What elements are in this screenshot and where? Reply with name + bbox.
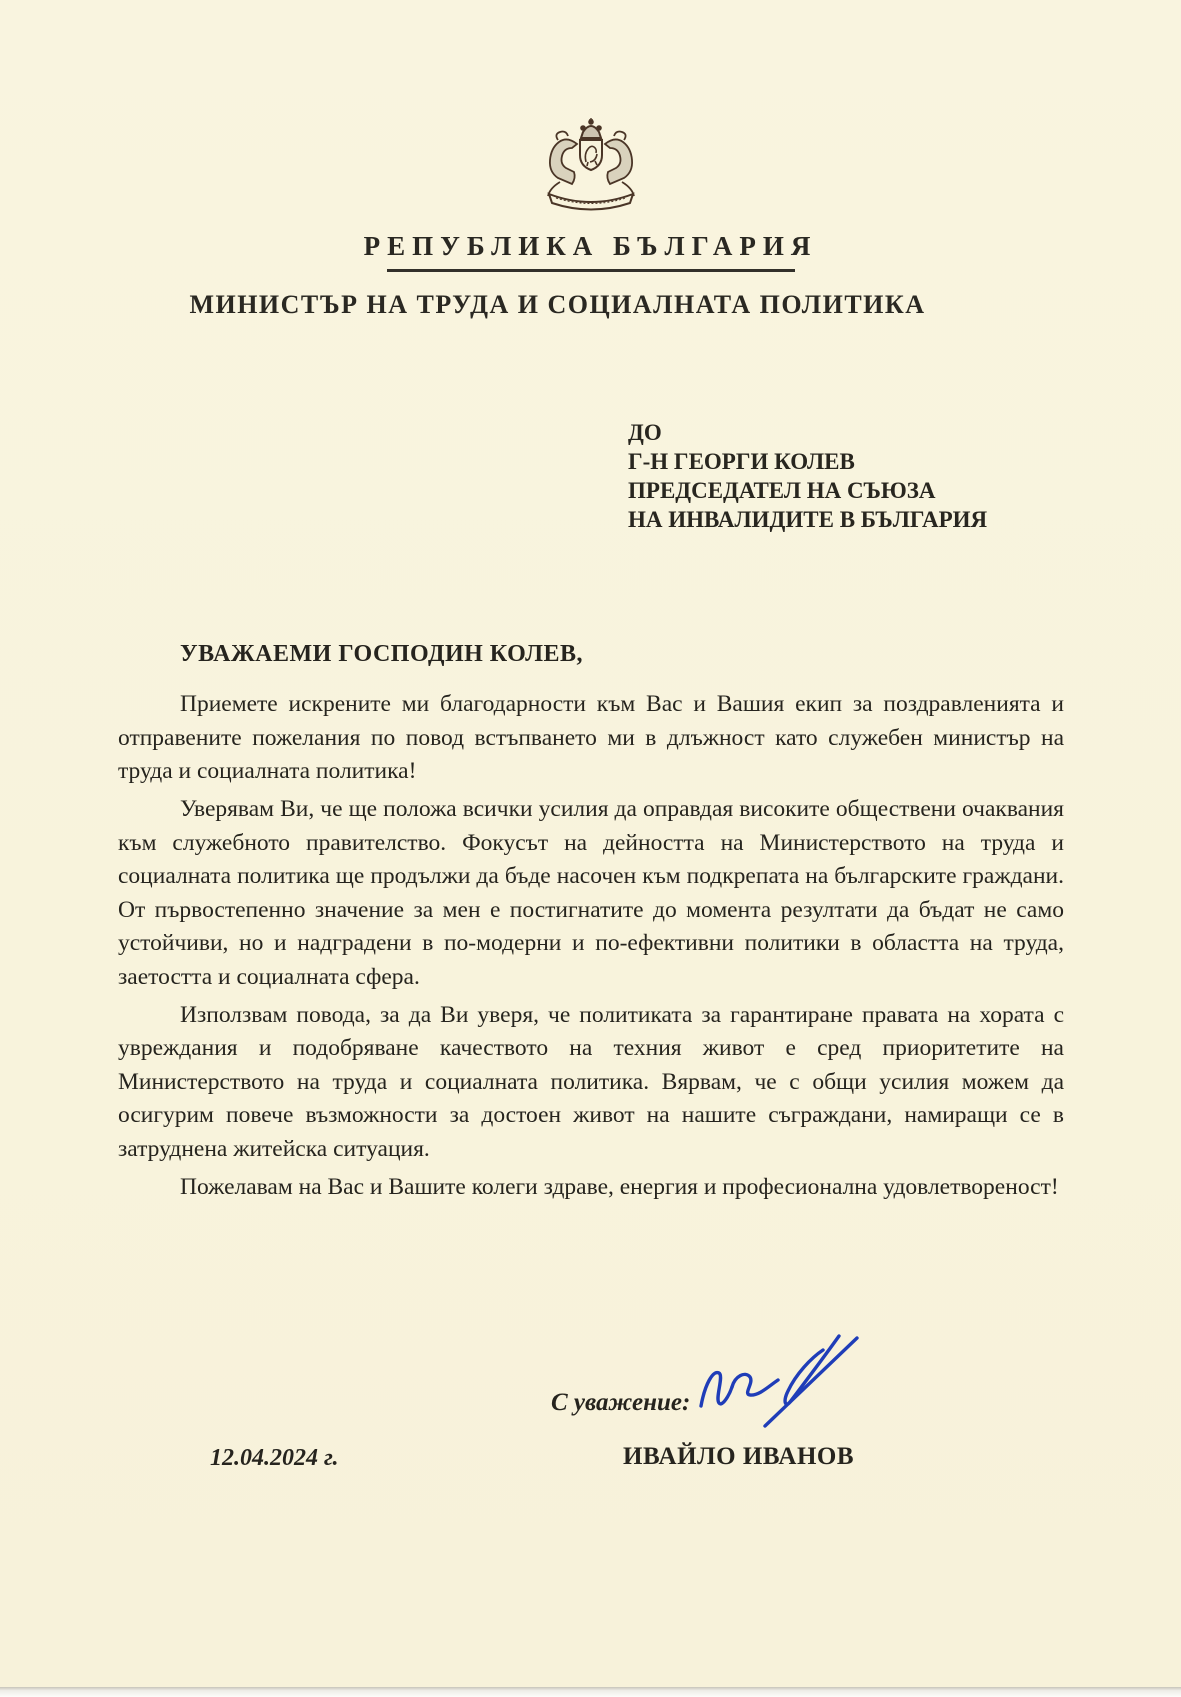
- regards-label: С уважение:: [551, 1389, 691, 1416]
- republic-title: РЕПУБЛИКА БЪЛГАРИЯ: [363, 231, 818, 261]
- body-paragraph-4: Пожелавам на Вас и Вашите колеги здраве, енергия и професионална удовлетвореност!: [180, 1173, 1059, 1200]
- recipient-line-organization: НА ИНВАЛИДИТЕ В БЪЛГАРИЯ: [628, 507, 988, 532]
- recipient-line-name: Г-Н ГЕОРГИ КОЛЕВ: [628, 449, 855, 474]
- scan-bottom-edge: [0, 1687, 1181, 1697]
- bulgaria-coat-of-arms-icon: [530, 116, 652, 218]
- recipient-block: [628, 418, 987, 534]
- body-paragraph-3: Използвам повода, за да Ви уверя, че политиката за гарантиране правата на хората с увреждания и подобряване качеството на техния живот е сред приоритетите на Министерството на труда и социалната политика. Вярвам, че с общи усилия можем да осигурим повече възможности за достоен живот на нашите съграждани, намиращи се в затруднена житейска ситуация.: [118, 1001, 1064, 1162]
- letter-body: [118, 688, 1064, 1209]
- recipient-line-to: ДО: [628, 420, 662, 445]
- body-paragraph-2: Уверявам Ви, че ще положа всички усилия да оправдая високите обществени очаквания към служебното правителство. Фокусът на дейността на Министерството на труда и социалната политика ще продължи да бъде насочен към подкрепата на българските граждани. От първостепенно значение за мен е постигнатите до момента резултати да бъдат не само устойчиви, но и надградени в по-модерни и по-ефективни политики в областта на труда, заетостта и социалната сфера.: [118, 796, 1064, 990]
- signer-name: ИВАЙЛО ИВАНОВ: [623, 1443, 855, 1470]
- body-paragraph-1: Приемете искрените ми благодарности към Вас и Вашия екип за поздравленията и отправените пожелания по повод встъпването ми в длъжност като служебен министър на труда и социалната политика!: [118, 691, 1064, 784]
- salutation: УВАЖАЕМИ ГОСПОДИН КОЛЕВ,: [180, 641, 583, 667]
- handwritten-signature-icon: [693, 1328, 865, 1450]
- recipient-line-title: ПРЕДСЕДАТЕЛ НА СЪЮЗА: [628, 478, 936, 503]
- header-divider: [387, 269, 795, 272]
- letter-date: 12.04.2024 г.: [210, 1445, 339, 1471]
- ministry-title: МИНИСТЪР НА ТРУДА И СОЦИАЛНАТА ПОЛИТИКА: [189, 290, 926, 319]
